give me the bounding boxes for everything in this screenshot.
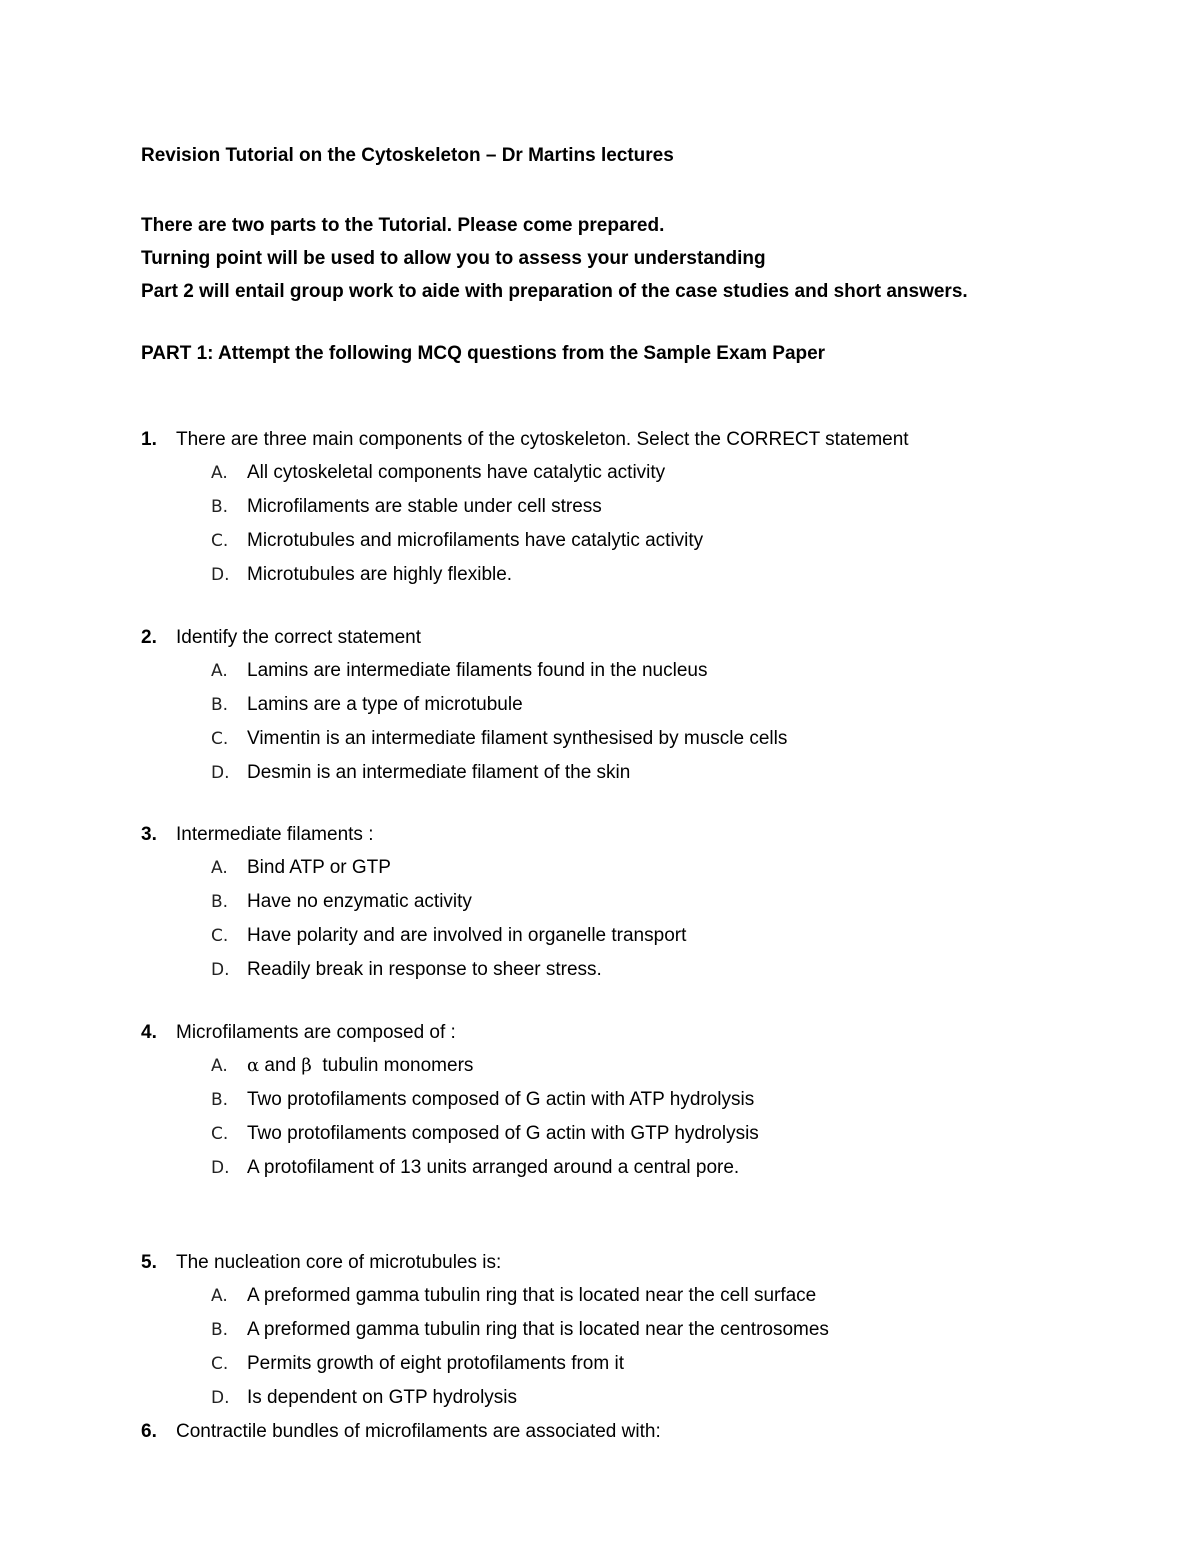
beta-symbol: β <box>301 1055 312 1076</box>
option-b <box>211 1083 1101 1117</box>
option-text: Vimentin is an intermediate filament synthesised by muscle cells <box>247 728 788 749</box>
option-d <box>211 756 1101 790</box>
option-a <box>211 851 1101 885</box>
option-text: Readily break in response to sheer stress. <box>247 959 602 980</box>
option-b <box>211 1313 1101 1347</box>
conjunction-text: and <box>259 1055 302 1076</box>
part1-heading: PART 1: Attempt the following MCQ questions from the Sample Exam Paper <box>141 343 826 364</box>
option-b <box>211 490 1101 524</box>
option-c <box>211 722 1101 756</box>
question-4 <box>141 1016 1101 1185</box>
option-letter: D. <box>211 1388 230 1408</box>
option-text: A preformed gamma tubulin ring that is located near the centrosomes <box>247 1319 829 1340</box>
option-text-tail: tubulin monomers <box>322 1055 474 1076</box>
option-letter: A. <box>211 661 228 681</box>
option-text: A preformed gamma tubulin ring that is located near the cell surface <box>247 1285 817 1306</box>
question-stem <box>141 621 1101 654</box>
intro-line: There are two parts to the Tutorial. Please come prepared. <box>141 215 665 236</box>
question-number: 5. <box>141 1252 157 1273</box>
option-letter: B. <box>211 695 229 715</box>
option-d <box>211 953 1101 987</box>
alpha-symbol: α <box>247 1055 260 1076</box>
option-letter: A. <box>211 463 228 483</box>
question-number: 6. <box>141 1421 157 1442</box>
option-letter: C. <box>211 1354 229 1374</box>
question-text: The nucleation core of microtubules is: <box>176 1252 502 1273</box>
question-number: 4. <box>141 1022 157 1043</box>
question-text: There are three main components of the cytoskeleton. Select the CORRECT statement <box>176 429 909 450</box>
question-text: Intermediate filaments : <box>176 824 374 845</box>
option-d <box>211 1151 1101 1185</box>
option-letter: B. <box>211 1320 229 1340</box>
option-letter: B. <box>211 497 229 517</box>
option-text: Bind ATP or GTP <box>247 857 391 878</box>
option-letter: C. <box>211 1124 229 1144</box>
question-text: Identify the correct statement <box>176 627 422 648</box>
option-text: Desmin is an intermediate filament of the skin <box>247 762 631 783</box>
option-letter: D. <box>211 960 230 980</box>
option-letter: B. <box>211 1090 229 1110</box>
option-letter: A. <box>211 1056 228 1076</box>
question-number: 2. <box>141 627 157 648</box>
question-6-stem <box>141 1415 1101 1448</box>
option-text: Two protofilaments composed of G actin with ATP hydrolysis <box>247 1089 755 1110</box>
question-text: Microfilaments are composed of : <box>176 1022 456 1043</box>
option-a <box>211 654 1101 688</box>
option-letter: C. <box>211 926 229 946</box>
question-stem <box>141 818 1101 851</box>
option-c <box>211 1347 1101 1381</box>
option-text <box>247 1049 1101 1082</box>
option-letter: C. <box>211 531 229 551</box>
option-text: Microtubules and microfilaments have catalytic activity <box>247 530 704 551</box>
intro-line: Turning point will be used to allow you to assess your understanding <box>141 248 766 269</box>
option-text: All cytoskeletal components have catalytic activity <box>247 462 666 483</box>
option-letter: A. <box>211 858 228 878</box>
question-5 <box>141 1246 1101 1448</box>
option-text: Two protofilaments composed of G actin with GTP hydrolysis <box>247 1123 759 1144</box>
option-b <box>211 885 1101 919</box>
option-text: A protofilament of 13 units arranged around a central pore. <box>247 1157 740 1178</box>
option-a <box>211 1049 1101 1083</box>
question-3 <box>141 818 1101 987</box>
option-a <box>211 456 1101 490</box>
question-2 <box>141 621 1101 790</box>
intro-paragraph <box>141 209 1101 308</box>
option-a <box>211 1279 1101 1313</box>
option-text: Have no enzymatic activity <box>247 891 472 912</box>
option-letter: B. <box>211 892 229 912</box>
option-letter: D. <box>211 763 230 783</box>
question-number: 1. <box>141 429 157 450</box>
question-1 <box>141 423 1101 592</box>
option-c <box>211 919 1101 953</box>
option-text: Microfilaments are stable under cell stress <box>247 496 602 517</box>
document-header <box>141 143 1101 367</box>
question-stem <box>141 423 1101 456</box>
option-letter: A. <box>211 1286 228 1306</box>
question-stem <box>141 1246 1101 1279</box>
option-d <box>211 1381 1101 1415</box>
option-c <box>211 1117 1101 1151</box>
option-text: Microtubules are highly flexible. <box>247 564 513 585</box>
option-letter: D. <box>211 565 230 585</box>
option-d <box>211 558 1101 592</box>
intro-line: Part 2 will entail group work to aide with preparation of the case studies and short answers. <box>141 281 968 302</box>
option-letter: C. <box>211 729 229 749</box>
option-text: Have polarity and are involved in organelle transport <box>247 925 687 946</box>
option-c <box>211 524 1101 558</box>
question-text: Contractile bundles of microfilaments are associated with: <box>176 1421 661 1442</box>
option-text: Is dependent on GTP hydrolysis <box>247 1387 518 1408</box>
option-b <box>211 688 1101 722</box>
question-number: 3. <box>141 824 157 845</box>
option-text: Lamins are intermediate filaments found in the nucleus <box>247 660 708 681</box>
option-text: Permits growth of eight protofilaments from it <box>247 1353 624 1374</box>
question-stem <box>141 1016 1101 1049</box>
document-title: Revision Tutorial on the Cytoskeleton – Dr Martins lectures <box>141 145 674 166</box>
option-letter: D. <box>211 1158 230 1178</box>
option-text: Lamins are a type of microtubule <box>247 694 523 715</box>
